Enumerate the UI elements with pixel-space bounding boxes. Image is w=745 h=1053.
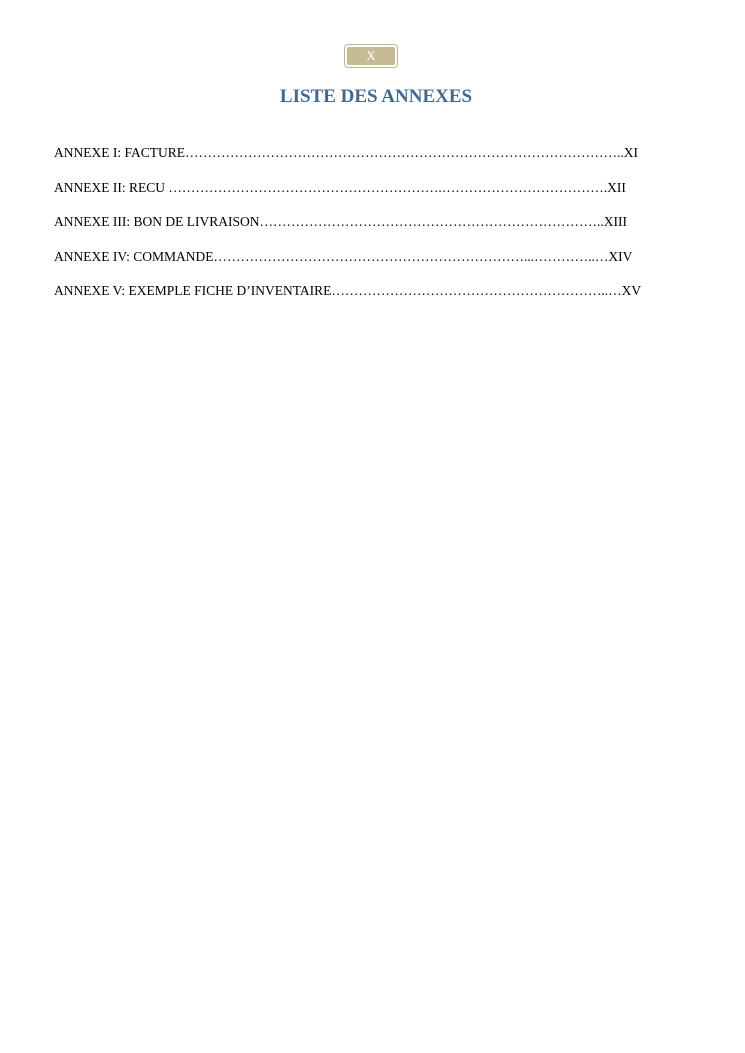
page-number: X [347, 47, 395, 65]
annex-entry-text: ANNEXE III: BON DE LIVRAISON…………………………………………………………………..XIII [54, 214, 627, 229]
page-number-badge [344, 44, 398, 68]
annex-entry-text: ANNEXE V: EXEMPLE FICHE D’INVENTAIRE……………………………………………………..…XV [54, 283, 642, 298]
annex-list [54, 144, 690, 317]
page-title: LISTE DES ANNEXES [279, 86, 473, 107]
annex-entry [54, 282, 690, 317]
annex-entry [54, 248, 690, 283]
annex-entry-text: ANNEXE I: FACTURE……………………………………………………………………………………..XI [54, 145, 638, 160]
annex-entry-text: ANNEXE IV: COMMANDE……………………………………………………………...…………..…XIV [54, 248, 633, 264]
annex-entry-text: ANNEXE II: RECU …………………………………………………….……………………………….XII [54, 179, 626, 195]
annex-entry [54, 144, 690, 179]
annex-entry [54, 179, 690, 214]
annex-entry [54, 213, 690, 248]
